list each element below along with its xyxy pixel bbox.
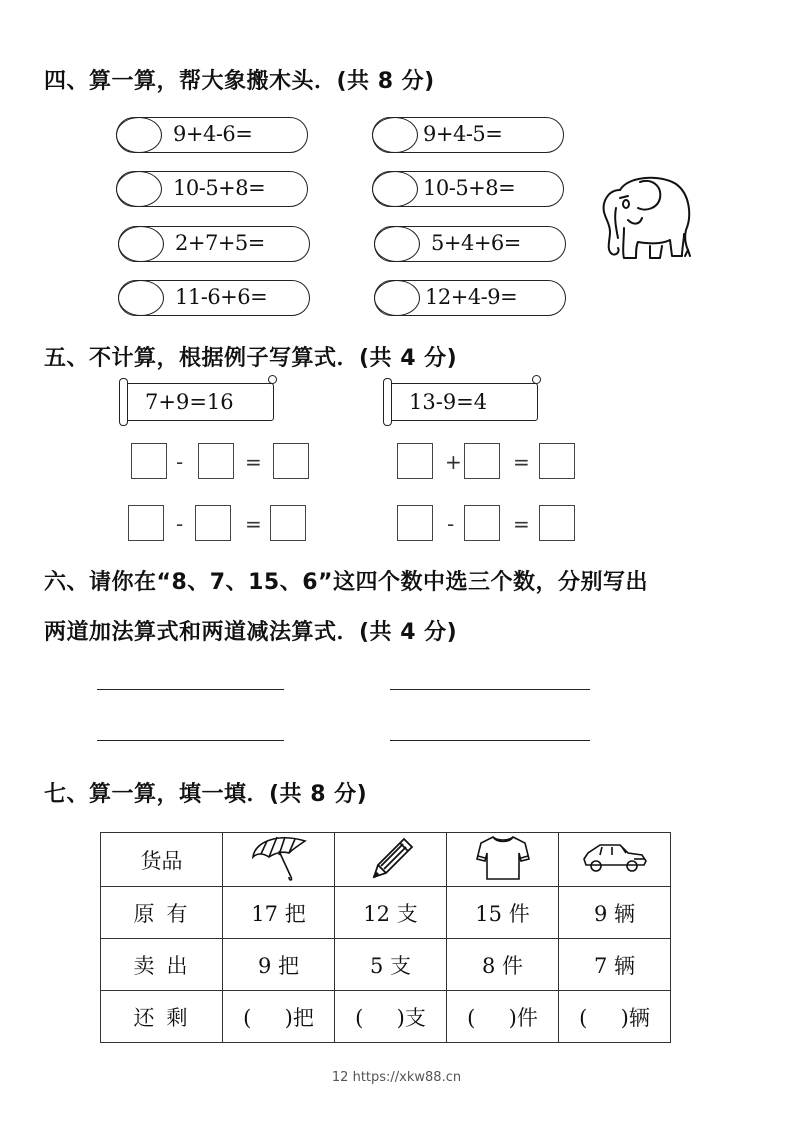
scroll-roll-icon	[383, 378, 392, 426]
section5-title: 五、不计算，根据例子写算式．(共 4 分)	[44, 346, 458, 371]
answer-bubble[interactable]	[372, 171, 418, 207]
table-row	[101, 939, 671, 991]
example-equation: 13-9=4	[409, 390, 488, 414]
operator: -	[176, 450, 184, 474]
table-cell: 5 支	[335, 939, 447, 991]
goods-table	[100, 832, 671, 1043]
answer-cell[interactable]: ( )件	[447, 991, 559, 1043]
answer-box[interactable]	[464, 443, 500, 479]
equation-pill	[372, 117, 564, 153]
answer-box[interactable]	[273, 443, 309, 479]
table-cell: 9 辆	[559, 887, 671, 939]
umbrella-icon	[249, 833, 309, 881]
goods-car	[559, 833, 671, 887]
answer-bubble[interactable]	[118, 226, 164, 262]
equation-pill	[372, 171, 564, 207]
answer-box[interactable]	[397, 443, 433, 479]
answer-bubble[interactable]	[374, 280, 420, 316]
equation-pill	[118, 280, 310, 316]
answer-line[interactable]	[390, 740, 590, 741]
equation-text: 9+4-6=	[173, 122, 253, 146]
equals-sign: =	[245, 450, 262, 474]
table-cell: 8 件	[447, 939, 559, 991]
pencil-icon	[366, 833, 416, 881]
page-footer: 12 https://xkw88.cn	[331, 1070, 462, 1085]
section4-title: 四、算一算，帮大象搬木头．(共 8 分)	[44, 69, 435, 94]
equation-text: 11-6+6=	[175, 285, 268, 309]
operator: -	[447, 512, 455, 536]
table-cell: 7 辆	[559, 939, 671, 991]
row-label: 还剩	[101, 991, 223, 1043]
car-icon	[580, 839, 650, 875]
answer-box[interactable]	[464, 505, 500, 541]
answer-box[interactable]	[198, 443, 234, 479]
equation-text: 10-5+8=	[423, 176, 516, 200]
answer-bubble[interactable]	[374, 226, 420, 262]
section6-title-line2: 两道加法算式和两道减法算式．(共 4 分)	[44, 620, 458, 645]
equation-pill	[118, 226, 310, 262]
table-cell: 12 支	[335, 887, 447, 939]
answer-box[interactable]	[397, 505, 433, 541]
elephant-icon	[590, 168, 700, 268]
answer-bubble[interactable]	[116, 171, 162, 207]
equals-sign: =	[513, 450, 530, 474]
equation-pill	[116, 171, 308, 207]
answer-cell[interactable]: ( )辆	[559, 991, 671, 1043]
table-row	[101, 887, 671, 939]
table-row	[101, 991, 671, 1043]
answer-box[interactable]	[539, 443, 575, 479]
equals-sign: =	[513, 512, 530, 536]
goods-umbrella	[223, 833, 335, 887]
example-scroll-left	[124, 383, 274, 421]
answer-line[interactable]	[97, 740, 284, 741]
section6-title-line1: 六、请你在“8、7、15、6”这四个数中选三个数，分别写出	[44, 570, 648, 595]
equation-text: 2+7+5=	[175, 231, 265, 255]
equation-pill	[374, 226, 566, 262]
answer-box[interactable]	[270, 505, 306, 541]
table-cell: 15 件	[447, 887, 559, 939]
section7-title: 七、算一算，填一填．(共 8 分)	[44, 782, 368, 807]
header-label: 货品	[101, 833, 223, 887]
answer-bubble[interactable]	[372, 117, 418, 153]
row-label: 原有	[101, 887, 223, 939]
example-scroll-right	[388, 383, 538, 421]
operator: +	[445, 450, 462, 474]
answer-box[interactable]	[131, 443, 167, 479]
example-equation: 7+9=16	[145, 390, 234, 414]
equation-text: 5+4+6=	[431, 231, 521, 255]
answer-cell[interactable]: ( )支	[335, 991, 447, 1043]
operator: -	[176, 512, 184, 536]
answer-line[interactable]	[97, 689, 284, 690]
row-label: 卖出	[101, 939, 223, 991]
answer-box[interactable]	[128, 505, 164, 541]
equation-text: 10-5+8=	[173, 176, 266, 200]
answer-bubble[interactable]	[118, 280, 164, 316]
tshirt-icon	[473, 833, 533, 881]
equation-text: 12+4-9=	[425, 285, 518, 309]
equation-pill	[374, 280, 566, 316]
answer-bubble[interactable]	[116, 117, 162, 153]
scroll-knob-icon	[532, 375, 541, 384]
goods-pencil	[335, 833, 447, 887]
answer-box[interactable]	[539, 505, 575, 541]
equals-sign: =	[245, 512, 262, 536]
table-cell: 9 把	[223, 939, 335, 991]
scroll-roll-icon	[119, 378, 128, 426]
table-cell: 17 把	[223, 887, 335, 939]
goods-tshirt	[447, 833, 559, 887]
equation-pill	[116, 117, 308, 153]
table-header-row	[101, 833, 671, 887]
answer-box[interactable]	[195, 505, 231, 541]
equation-text: 9+4-5=	[423, 122, 503, 146]
answer-cell[interactable]: ( )把	[223, 991, 335, 1043]
scroll-knob-icon	[268, 375, 277, 384]
answer-line[interactable]	[390, 689, 590, 690]
